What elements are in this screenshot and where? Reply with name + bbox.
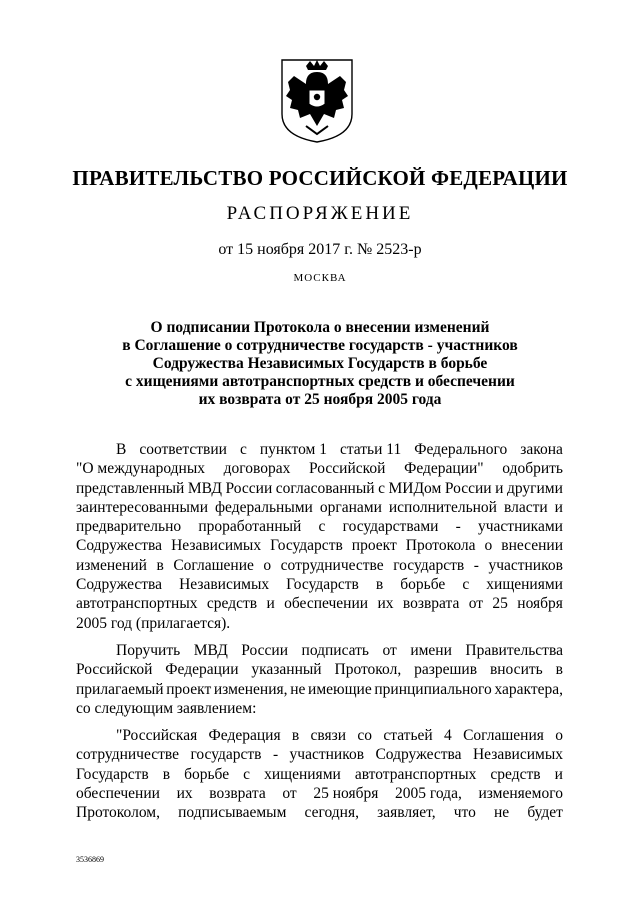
body-word: предварительно: [76, 518, 182, 536]
document-type: РАСПОРЯЖЕНИЕ: [226, 203, 414, 224]
body-word: сотрудничестве: [280, 556, 384, 574]
body-word: внесении: [501, 537, 563, 555]
heading-line: с хищениями автотранспортных средств и обеспечении: [125, 373, 515, 390]
city: МОСКВА: [293, 272, 347, 284]
body-word: обеспечении: [76, 785, 160, 803]
body-word: возврата: [402, 595, 460, 613]
body-word: Независимых: [171, 537, 262, 555]
body-word: участниками: [477, 518, 563, 536]
body-word: другими: [506, 479, 563, 497]
body-word: 4: [444, 727, 452, 745]
body-word: Содружества: [76, 576, 163, 594]
body-word: от: [282, 785, 297, 803]
paragraph-1: [76, 440, 563, 633]
body-word: власти: [503, 498, 548, 516]
body-word: -: [455, 518, 461, 536]
body-word: Государств: [76, 765, 149, 783]
body-word: с: [462, 576, 470, 594]
body-word: участников: [488, 556, 563, 574]
body-word: государств: [393, 556, 465, 574]
body-line: [76, 765, 563, 784]
body-line: [76, 536, 563, 555]
body-word: подписать: [301, 641, 369, 659]
paragraph-2: [76, 641, 563, 718]
body-line: [76, 726, 563, 745]
body-line: [76, 440, 563, 459]
body-word: средств: [490, 765, 541, 783]
body-word: России: [225, 479, 273, 497]
body-word: представленный: [76, 479, 185, 497]
body-word: В: [116, 441, 127, 458]
body-line: [76, 803, 563, 822]
document-body: [76, 440, 563, 823]
body-word: пунктом 1: [259, 441, 327, 458]
body-word: средств: [206, 595, 258, 613]
body-line: [76, 517, 563, 536]
body-word: согласованный: [275, 479, 375, 497]
body-word: автотранспортных: [354, 765, 477, 783]
body-word: МВД: [187, 479, 222, 497]
body-word: Независимых: [179, 576, 270, 594]
coat-of-arms-emblem: [276, 56, 358, 144]
body-word: сегодня,: [304, 804, 359, 822]
body-word: сотрудничестве: [76, 746, 180, 764]
heading-line: в Соглашение о сотрудничестве государств - участников: [122, 337, 518, 354]
body-word: о: [484, 537, 493, 555]
body-word: и: [554, 765, 563, 783]
body-word: не: [494, 804, 510, 822]
body-word: с: [243, 765, 251, 783]
body-word: хищениями: [264, 765, 341, 783]
body-line: [76, 575, 563, 594]
body-word: договорах: [223, 460, 291, 478]
date-and-number: от 15 ноября 2017 г. № 2523-р: [218, 241, 422, 258]
body-line: [76, 784, 563, 803]
body-word: разрешив: [414, 661, 478, 679]
heading-line: их возврата от 25 ноября 2005 года: [198, 391, 442, 408]
body-word: проект: [166, 680, 212, 698]
body-word: будет: [527, 804, 563, 822]
body-word: о: [555, 727, 563, 745]
body-word: и: [554, 498, 563, 516]
body-word: имеющие: [308, 680, 372, 698]
body-word: их: [176, 785, 193, 803]
body-word: Российской: [76, 661, 153, 679]
body-word: Протокол,: [334, 661, 402, 679]
body-word: заявляет,: [377, 804, 436, 822]
body-word: МИДом: [388, 479, 442, 497]
body-word: что: [453, 804, 476, 822]
body-word: со: [357, 727, 373, 745]
body-line: [76, 459, 563, 478]
body-word: одобрить: [502, 460, 563, 478]
body-word: борьбе: [184, 765, 230, 783]
body-word: -: [272, 746, 279, 764]
body-word: в: [156, 556, 164, 574]
body-word: автотранспортных: [76, 595, 198, 613]
body-word: подписываемым: [178, 804, 287, 822]
body-word: Протоколом,: [76, 804, 160, 822]
body-word: принципиального: [374, 680, 492, 698]
body-word: имени: [410, 641, 452, 659]
body-word: статьей: [383, 727, 433, 745]
body-word: участников: [289, 746, 365, 764]
body-word: в: [162, 765, 171, 783]
body-word: от: [382, 641, 397, 659]
body-line: [76, 745, 563, 764]
body-word: Государств: [270, 537, 343, 555]
body-word: вносить: [489, 661, 543, 679]
body-line: со следующим заявлением:: [76, 699, 257, 717]
body-word: проект: [351, 537, 397, 555]
body-word: хищениями: [486, 576, 563, 594]
body-word: и: [266, 595, 275, 613]
body-word: закона: [520, 441, 563, 458]
body-word: с: [378, 479, 385, 497]
body-word: изменяемого: [478, 785, 563, 803]
body-word: ноября: [517, 595, 563, 613]
heading-line: О подписании Протокола о внесении изменений: [150, 319, 490, 336]
body-word: Содружества: [375, 746, 462, 764]
body-word: 25: [492, 595, 508, 613]
body-line: [76, 641, 563, 660]
body-word: изменения,: [213, 680, 288, 698]
body-word: в: [375, 576, 384, 594]
body-word: проработанный: [198, 518, 302, 536]
body-line: [76, 556, 563, 575]
body-word: Федерация: [208, 727, 281, 745]
body-word: соответствии: [139, 441, 227, 458]
body-word: Соглашение: [173, 556, 254, 574]
body-word: с: [318, 518, 326, 536]
body-word: федеральными: [214, 498, 313, 516]
document-heading: [60, 319, 580, 409]
body-word: статьи 11: [339, 441, 402, 458]
body-word: обеспечении: [284, 595, 369, 613]
body-word: Государств: [286, 576, 359, 594]
body-word: заинтересованными: [76, 498, 208, 516]
body-word: Протокола: [405, 537, 476, 555]
body-word: в: [291, 727, 300, 745]
body-word: с: [239, 441, 247, 458]
body-word: от: [468, 595, 484, 613]
body-word: не: [290, 680, 306, 698]
body-word: Соглашения: [463, 727, 544, 745]
body-line: [76, 680, 563, 699]
body-word: России: [241, 641, 289, 659]
body-word: Независимых: [472, 746, 563, 764]
body-word: России: [444, 479, 492, 497]
body-word: исполнительной: [388, 498, 497, 516]
body-line: [76, 660, 563, 679]
body-line: [76, 479, 563, 498]
body-word: Поручить: [116, 641, 181, 659]
body-word: Федерации": [404, 460, 484, 478]
body-line: [76, 498, 563, 517]
body-word: борьбе: [400, 576, 446, 594]
body-word: 25 ноября: [313, 785, 379, 803]
body-line: 2005 год (прилагается).: [76, 614, 231, 632]
body-word: "О международных: [76, 460, 206, 478]
body-word: Российской: [309, 460, 386, 478]
body-word: МВД: [193, 641, 228, 659]
body-word: прилагаемый: [76, 680, 164, 698]
body-word: государствами: [342, 518, 439, 536]
body-word: изменений: [76, 556, 147, 574]
body-word: Федерации: [165, 661, 239, 679]
body-word: "Российская: [116, 727, 198, 745]
document-number: 3536869: [76, 855, 104, 864]
body-word: государств: [190, 746, 262, 764]
heading-line: Содружества Независимых Государств в борьбе: [152, 355, 488, 372]
body-word: Содружества: [76, 537, 163, 555]
body-word: -: [473, 556, 479, 574]
body-word: их: [377, 595, 394, 613]
body-word: Правительства: [465, 641, 563, 659]
body-word: и: [495, 479, 504, 497]
body-word: возврата: [209, 785, 266, 803]
body-word: органами: [319, 498, 382, 516]
government-title: ПРАВИТЕЛЬСТВО РОССИЙСКОЙ ФЕДЕРАЦИИ: [72, 166, 568, 190]
body-word: характера,: [494, 680, 563, 698]
paragraph-3: [76, 726, 563, 822]
body-word: связи: [310, 727, 347, 745]
body-line: [76, 594, 563, 613]
body-word: в: [555, 661, 563, 679]
body-word: о: [263, 556, 272, 574]
body-word: 2005 года,: [395, 785, 462, 803]
body-word: Федерального: [414, 441, 508, 458]
body-word: указанный: [251, 661, 322, 679]
